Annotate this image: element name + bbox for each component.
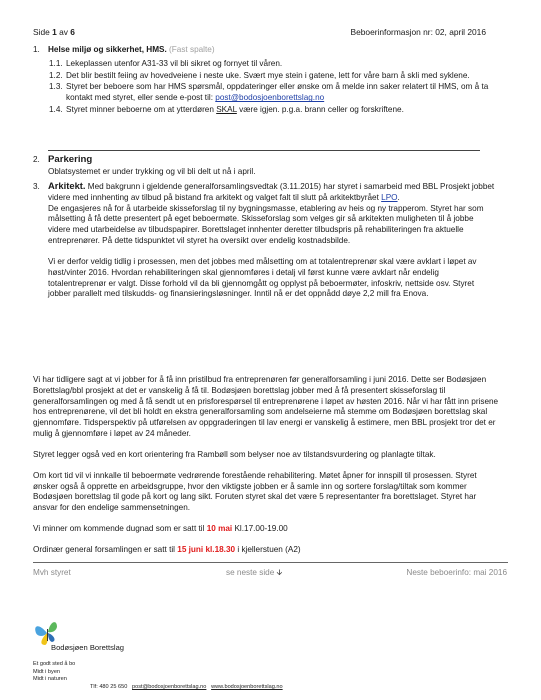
tagline: Et godt sted å bo Midt i byen Midt i naturen: [33, 661, 76, 683]
section-hms: [33, 45, 495, 116]
paragraph-ordinary-meeting: Ordinær general forsamlingen er satt til 15 juni kl.18.30 i kjellerstuen (A2): [33, 544, 301, 554]
footer-email-link[interactable]: post@bodosjoenborettslag.no: [132, 684, 207, 690]
paragraph-ramboll: Styret legger også ved en kort orientering fra Rambøll som belyser noe av tilstandsvurdering og planlagte tiltak.: [33, 449, 436, 459]
footer-web-link[interactable]: www.bodosjoenborettslag.no: [211, 684, 283, 690]
contact-line: [90, 684, 283, 691]
phone-number: Tlf: 480 25 650: [90, 684, 128, 690]
newsletter-info: Beboerinformasjon nr: 02, april 2016: [350, 27, 486, 37]
lpo-link[interactable]: LPO: [381, 192, 398, 202]
list-item: 1.1. Lekeplassen utenfor A31-33 vil bli sikret og fornyet til våren.: [49, 58, 283, 68]
section-hms-heading: 1. Helse miljø og sikkerhet, HMS. (Fast spalte): [33, 45, 215, 54]
list-item: 1.4. Styret minner beboerne om at ytterdøren SKAL være igjen. p.g.a. brann celler og forskriftene.: [49, 105, 404, 115]
paragraph-resident-meeting: Om kort tid vil vi innkalle til beboermøte vedrørende forestående rehabilitering. Møtet åpner for innspill til prosessen. Styret ønsker også å opprette en arbeidsgruppe, hvor den viktigste jobben er å samle inn og sortere forslag/tiltak som kommer Bodøsjøen borettslag til gode på kort og lang sikt. Foruten styret skal det være 5 representanter fra borettslaget. Styret har ansvar for den endelige sammensetningen.: [33, 470, 477, 513]
architect-paragraph-2: Vi er derfor veldig tidlig i prosessen, men det jobbes med målsetting om at totalentreprenør skal være avklart i løpet av høst/vinter 2016. Hvordan rehabiliteringen skal gjennomføres i detalj vil først kunne være avklart når endelig totalentreprenør er valgt. Disse forhold vil da bli gjennomgått og opplyst på beboermøter, infoskriv, nettside osv. Styret jobber parallelt med tilskudds- og finansieringsløsninger. Inntil nå er det oppnådd døye 2,2 mill fra Enova.: [48, 256, 477, 299]
brand-name: Bodøsjøen Borettslag: [51, 643, 125, 652]
list-item: 1.3. Styret ber beboere som har HMS spørsmål, oppdateringer eller ønske om å melde inn saker relatert til HMS, om å ta kontakt med styret, eller sende e-post til: post@bodosjoenborettslag.no: [49, 82, 489, 103]
paragraph-general-meeting: Vi har tidligere sagt at vi jobber for å få inn pristilbud fra entreprenøren før generalforsamling i juni 2016. Dette ser Bodøsjøen Borettslag/bbl prosjekt at det er vanskelig å få til. Bodøsjøen borettslag jobber med å få presentert skisseforslag til generalforsamlingen og med å få sendt ut en prisforespørsel til entreprenørene i løpet av høsten 2016. Når vi har fått inn prisene hos entreprenørene, vil det bli holdt en ekstra generalforsamling som andelseierne må stemme om Bodøsjøen borettslag skal gjennomføre. Tidsperspektiv på utførelsen av oppgraderingen til lav energi er vanskelig å estimere, men BBL prosjekt tror det er mulig å gjennomføre i løpet av 24 måneder.: [33, 375, 499, 439]
list-item: 1.2. Det blir bestilt feiing av hovedveiene i neste uke. Svært mye stein i gatene, lett for våre barn å skli med syklene.: [49, 70, 470, 80]
page-counter: Side 1 av 6: [33, 27, 75, 37]
footer-divider: [33, 562, 508, 563]
section-parking: [33, 154, 495, 177]
next-newsletter: Neste beboerinfo: mai 2016: [406, 568, 507, 577]
signature: Mvh styret: [33, 568, 71, 577]
parking-text: Oblatsystemet er under trykking og vil bli delt ut nå i april.: [48, 166, 256, 176]
section-parking-heading: 2. Parkering: [33, 154, 93, 165]
architect-paragraph: 3. Arkitekt. Med bakgrunn i gjeldende generalforsamlingsvedtak (3.11.2015) har styret i samarbeid med BBL Prosjekt jobbet videre med innhenting av tilbud på bistand fra arkitekt og valget falt til slutt på arkitektbyrået LPO. De engasjeres nå for å utarbeide skisseforslag til ny bygningsmasse, etablering av heis og ny trapperom. Styret har som målsetting å få dette presentert på eget beboermøte. Skisseforslag som velges gir så arkitekten muligheten til å jobbe videre med utarbeidelse av tilbudspapirer. Borettslaget innhenter deretter tilbudspris på rehabiliteringen fra aktuelle entreprenører. På dette tidspunktet vil styret ha oversikt over endelig kostnadsbilde.: [33, 180, 495, 246]
hms-email-link[interactable]: post@bodosjoenborettslag.no: [215, 93, 325, 103]
body-text: [33, 375, 503, 566]
paragraph-dugnad: Vi minner om kommende dugnad som er satt til 10 mai Kl.17.00-19.00: [33, 524, 288, 534]
arrow-down-icon: 🡫: [276, 568, 283, 577]
section-divider: [48, 150, 480, 151]
section-architect: [33, 180, 495, 310]
see-next-page: se neste side 🡫: [226, 568, 283, 577]
